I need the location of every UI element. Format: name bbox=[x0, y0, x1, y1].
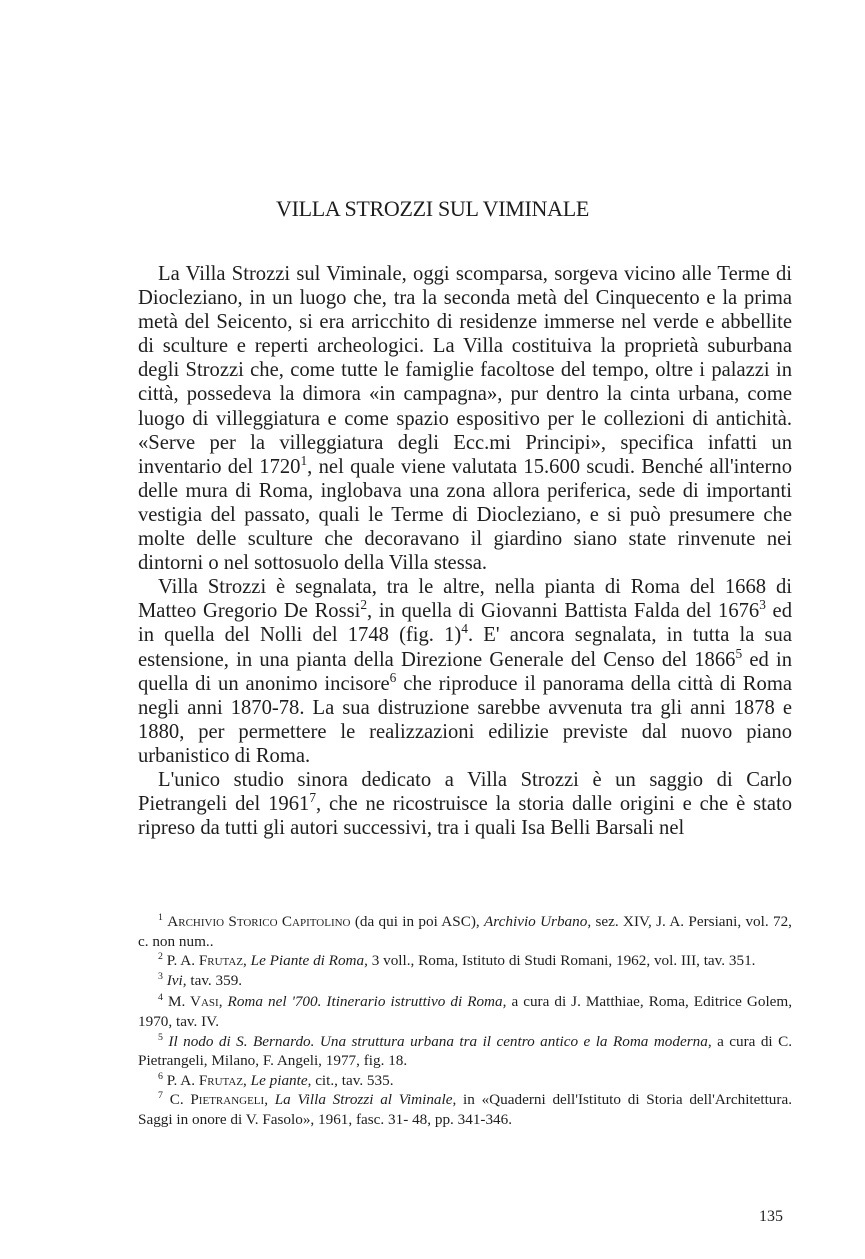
footnote-text: , a cura di C. Pietrangeli, Milano, F. Angeli, 1977, fig. 18. bbox=[138, 1032, 792, 1070]
footnote-text: , bbox=[243, 952, 251, 970]
footnote-ref-5: 5 bbox=[735, 645, 743, 661]
footnote-title: Il nodo di S. Bernardo. Una struttura urbana tra il centro antico e la Roma moderna bbox=[168, 1032, 708, 1050]
footnote-title: Le piante bbox=[250, 1071, 308, 1089]
body-text bbox=[138, 262, 792, 840]
footnote-number: 6 bbox=[158, 1070, 163, 1082]
text-run: , nel quale viene valutata 15.600 scudi. Benché all'interno delle mura di Roma, inglobava una zona allora periferica, sede di importanti vestigia del passato, quali le Terme di Diocleziano, e si può presumere che molte delle sculture che decoravano il giardino siano state rinvenute nei dintorni o nel sottosuolo della Villa stessa. bbox=[138, 455, 793, 575]
footnote-number: 1 bbox=[158, 912, 163, 924]
footnote-author: Archivio Storico Capitolino bbox=[167, 913, 351, 930]
paragraph-1 bbox=[138, 262, 792, 575]
footnote-2 bbox=[138, 951, 792, 971]
footnote-title: Archivio Urbano bbox=[484, 913, 588, 930]
footnote-title: La Villa Strozzi al Viminale bbox=[274, 1091, 453, 1109]
footnote-author: P. A. Frutaz bbox=[166, 952, 244, 970]
footnote-ref-7: 7 bbox=[309, 790, 316, 806]
text-run: , in quella di Giovanni Battista Falda del 1676 bbox=[367, 600, 760, 623]
footnote-text: , bbox=[243, 1071, 251, 1089]
footnote-text: , 3 voll., Roma, Istituto di Studi Romani, 1962, vol. III, tav. 351. bbox=[364, 952, 756, 970]
footnote-title: Ivi, bbox=[166, 971, 187, 989]
footnote-text: , in «Quaderni dell'Istituto di Storia dell'Architettura. Saggi in onore di V. Fasolo», 1961, fasc. 31- 48, pp. 341-346. bbox=[138, 1091, 792, 1128]
footnote-3 bbox=[138, 971, 792, 991]
footnote-number: 2 bbox=[158, 951, 163, 963]
page-number: 135 bbox=[759, 1208, 783, 1225]
footnotes bbox=[138, 912, 792, 1130]
footnote-4 bbox=[138, 992, 792, 1031]
footnote-text: , bbox=[264, 1091, 275, 1109]
footnote-author: C. Pietrangeli bbox=[169, 1091, 265, 1109]
paragraph-3 bbox=[138, 768, 792, 840]
footnote-ref-1: 1 bbox=[300, 452, 308, 468]
footnote-ref-2: 2 bbox=[360, 597, 368, 613]
footnote-ref-3: 3 bbox=[759, 597, 766, 613]
text-run: ed in quella di un anonimo incisore bbox=[138, 648, 792, 695]
footnote-number: 5 bbox=[158, 1031, 163, 1043]
text-run: ed in quella del Nolli del 1748 (fig. 1) bbox=[138, 600, 792, 647]
footnote-6 bbox=[138, 1071, 792, 1091]
footnote-7 bbox=[138, 1090, 792, 1129]
text-run: che riproduce il panorama della città di Roma negli anni 1870-78. La sua distruzione sarebbe avvenuta tra gli anni 1878 e 1880, per permettere le realizzazioni edilizie previste dal nuovo piano urbanistico di Roma. bbox=[138, 672, 792, 767]
text-run: L'unico studio sinora dedicato a Villa Strozzi è un saggio di Carlo Pietrangeli del 1961 bbox=[138, 768, 792, 816]
footnote-author: M. Vasi bbox=[167, 993, 219, 1011]
footnote-text: (da qui in poi ASC), bbox=[350, 913, 485, 930]
footnote-text: , sez. XIV, J. A. Persiani, vol. 72, c. non num.. bbox=[138, 913, 792, 950]
text-run: Villa Strozzi è segnalata, tra le altre, nella pianta di Roma del 1668 di Matteo Gregorio De Rossi bbox=[138, 576, 792, 623]
text-run: . E' ancora segnalata, in tutta la sua estensione, in una pianta della Direzione Generale del Censo del 1866 bbox=[138, 624, 792, 671]
footnote-5 bbox=[138, 1032, 792, 1071]
footnote-title: Le Piante di Roma bbox=[250, 952, 365, 970]
chapter-title: VILLA STROZZI SUL VIMINALE bbox=[275, 196, 589, 221]
footnote-title: Roma nel '700. Itinerario istruttivo di Roma bbox=[227, 993, 503, 1011]
paragraph-2 bbox=[138, 575, 792, 768]
text-run: , che ne ricostruisce la storia dalle origini e che è stato ripreso da tutti gli autori successivi, tra i quali Isa Belli Barsali nel bbox=[138, 793, 792, 840]
footnote-text: , cit., tav. 535. bbox=[307, 1071, 394, 1089]
footnote-number: 4 bbox=[158, 992, 163, 1004]
text-run: La Villa Strozzi sul Viminale, oggi scomparsa, sorgeva vicino alle Terme di Diocleziano, in un luogo che, tra la seconda metà del Cinquecento e la prima metà del Seicento, si era arricchito di residenze immerse nel verde e abbellite di sculture e reperti archeologici. La Villa costituiva la proprietà suburbana degli Strozzi che, come tutte le famiglie facoltose del tempo, oltre i palazzi in città, possedeva la dimora «in campagna», pur dentro la cinta urbana, come luogo di villeggiatura e come spazio espositivo per le collezioni di antichità. «Serve per la villeggiatura degli Ecc.mi Principi», specifica infatti un inventario del 1720 bbox=[138, 263, 792, 478]
footnote-author: P. A. Frutaz bbox=[166, 1071, 244, 1089]
footnote-ref-6: 6 bbox=[389, 669, 397, 685]
footnote-text: , bbox=[218, 993, 228, 1011]
footnote-text: , a cura di J. Matthiae, Roma, Editrice Golem, 1970, tav. IV. bbox=[138, 993, 793, 1030]
footnote-text: tav. 359. bbox=[186, 971, 243, 989]
footnote-number: 7 bbox=[158, 1090, 163, 1102]
footnote-number: 3 bbox=[158, 970, 163, 982]
footnote-1 bbox=[138, 912, 792, 951]
footnote-ref-4: 4 bbox=[461, 621, 468, 637]
